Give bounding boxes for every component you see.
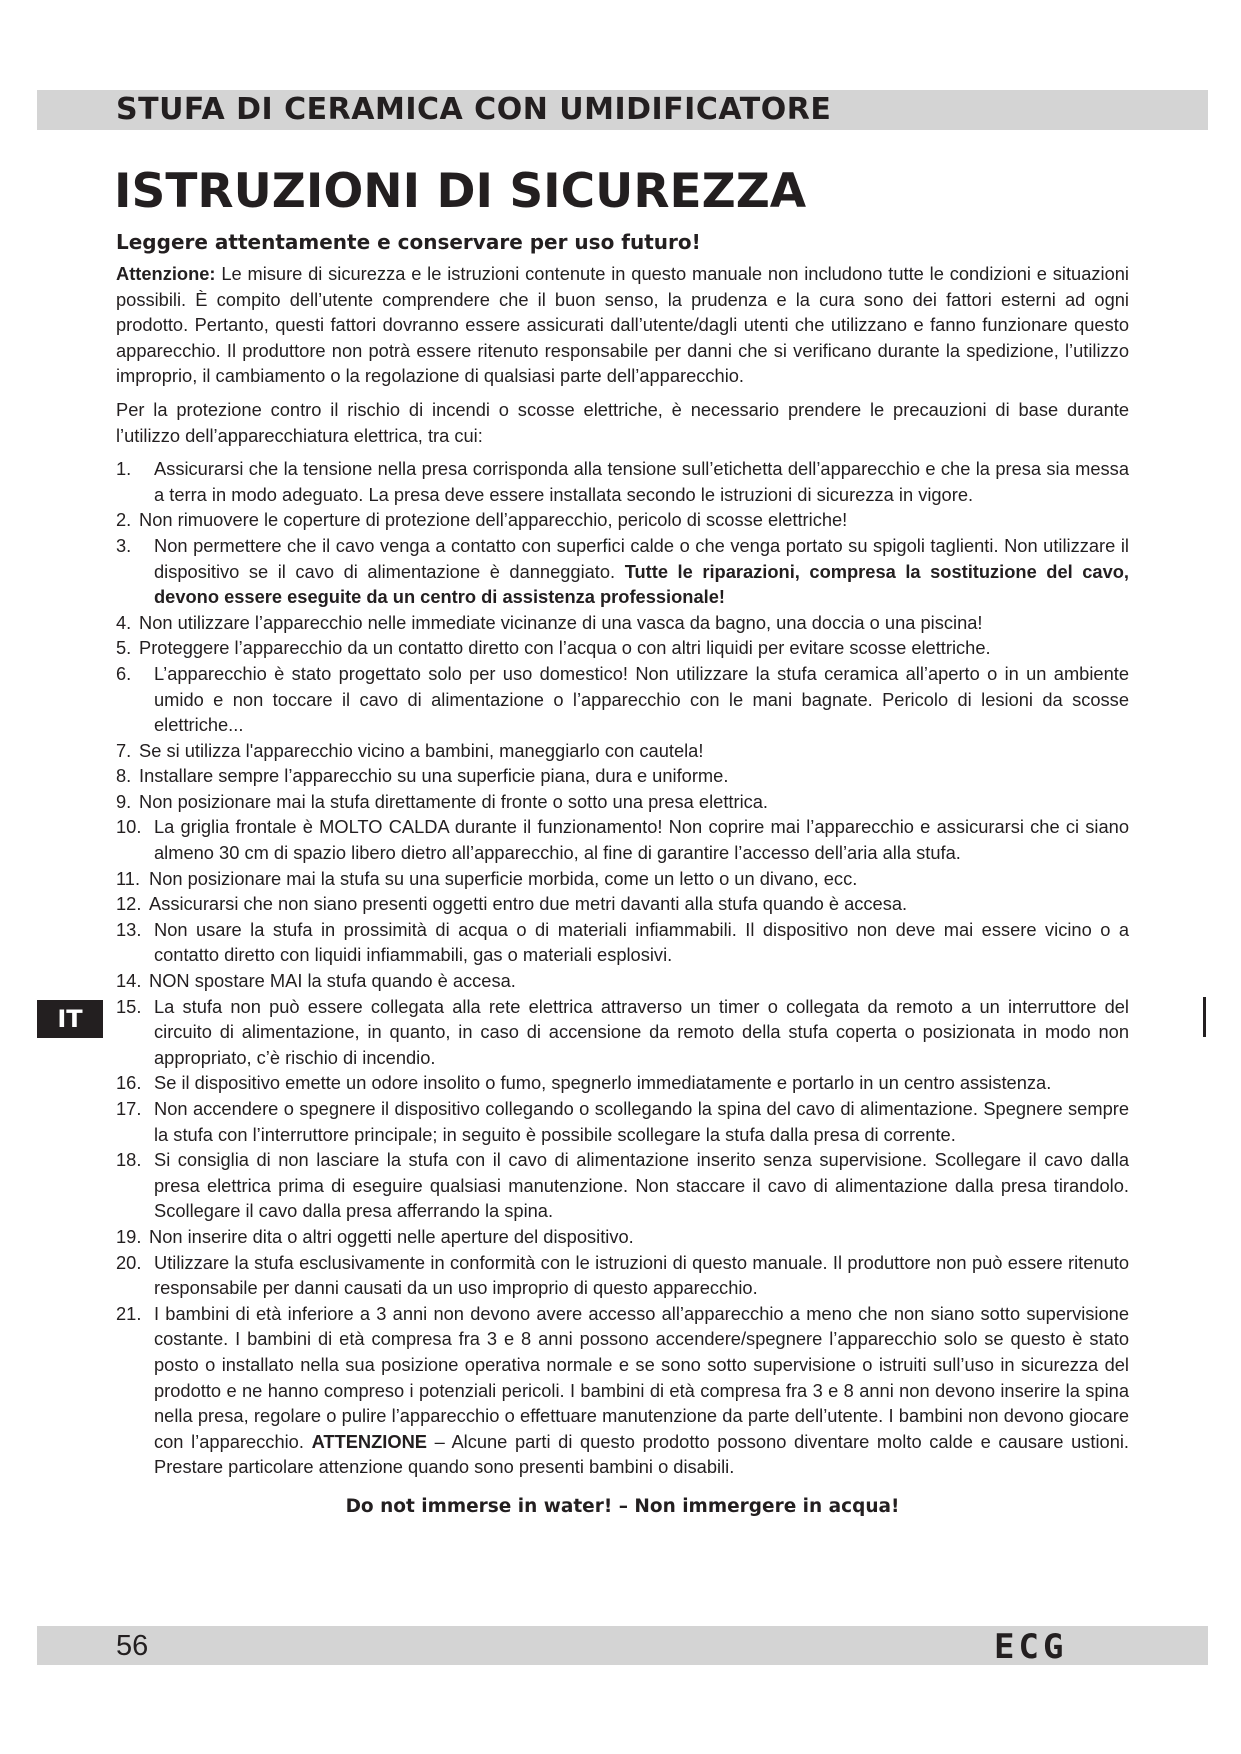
rule-number: 9. xyxy=(116,790,132,812)
rule-number: 20. xyxy=(116,1251,142,1273)
rule-number: 5. xyxy=(116,637,132,659)
rule-item-21 xyxy=(116,1301,1129,1480)
rule-text: Non permettere che il cavo venga a contatto con superfici calde o che venga portato su spigoli taglienti. Non utilizzare il dispositivo se il cavo di alimentazione è danneggiato. xyxy=(154,534,1129,582)
rule-text: Se si utilizza l'apparecchio vicino a bambini, maneggiarlo con cautela! xyxy=(139,739,704,761)
warning-label: Attenzione: xyxy=(116,263,216,284)
side-marker xyxy=(1203,997,1206,1037)
rule-number: 21. xyxy=(116,1302,142,1324)
rule-item-1 xyxy=(116,456,1129,507)
rule-text: Installare sempre l’apparecchio su una superficie piana, dura e uniforme. xyxy=(139,765,729,787)
rule-item-2 xyxy=(116,507,1129,533)
rule-text-after: – Alcune parti di questo prodotto possono diventare molto calde e causare ustioni. Prestare particolare attenzione quando sono presenti bambini o disabili. xyxy=(154,1430,1130,1478)
rule-item-11 xyxy=(116,866,1129,892)
rule-item-19 xyxy=(116,1224,1129,1250)
rule-bold-text: Tutte le riparazioni, compresa la sostituzione del cavo, devono essere eseguite da un centro di assistenza professionale! xyxy=(154,560,1130,608)
rule-number: 17. xyxy=(116,1098,142,1119)
rule-text: Assicurarsi che non siano presenti oggetti entro due metri davanti alla stufa quando è accesa. xyxy=(149,893,908,915)
rule-text: Proteggere l’apparecchio da un contatto diretto con l’acqua o con altri liquidi per evitare scosse elettriche. xyxy=(139,637,991,659)
rule-text: Si consiglia di non lasciare la stufa con il cavo di alimentazione inserito senza supervisione. Scollegare il cavo dalla presa elettrica prima di eseguire qualsiasi manutenzione. Non staccare il cavo di alimentazione dalla presa tirandolo. Scollegare il cavo dalla presa afferrando la spina. xyxy=(154,1149,1129,1222)
rule-number: 12. xyxy=(116,893,142,915)
rule-item-12 xyxy=(116,891,1129,917)
rule-item-3 xyxy=(116,533,1129,610)
rule-number: 11. xyxy=(116,867,141,889)
rule-item-15 xyxy=(116,994,1129,1071)
warning-text: Le misure di sicurezza e le istruzioni contenute in questo manuale non includono tutte le condizioni e situazioni possibili. È compito dell’utente comprendere che il buon senso, la prudenza e la cura sono dei fattori esterni ad ogni prodotto. Pertanto, questi fattori dovranno essere assicurati dall’utente/dagli utenti che utilizzano e fanno funzionare questo apparecchio. Il produttore non potrà essere ritenuto responsabile per danni che si verificano durante la spedizione, l’utilizzo improprio, il cambiamento o la regolazione di qualsiasi parte dell’apparecchio. xyxy=(116,263,1129,387)
rule-text: Non accendere o spegnere il dispositivo collegando o scollegando la spina del cavo di alimentazione. Spegnere sempre la stufa con l’interruttore principale; in seguito è possibile scollegare la stufa dalla presa di corrente. xyxy=(154,1098,1129,1145)
rule-number: 8. xyxy=(116,765,132,787)
rule-number: 3. xyxy=(116,534,132,556)
rule-item-17 xyxy=(116,1096,1129,1147)
rule-item-7 xyxy=(116,738,1129,764)
rule-number: 13. xyxy=(116,918,142,940)
brand-logo: ECG xyxy=(994,1627,1068,1667)
rule-text: Non utilizzare l’apparecchio nelle immediate vicinanze di una vasca da bagno, una doccia o una piscina! xyxy=(139,611,983,633)
rule-text: Non posizionare mai la stufa direttamente di fronte o sotto una presa elettrica. xyxy=(139,790,769,812)
subtitle: Leggere attentamente e conservare per uso futuro! xyxy=(116,230,701,254)
rule-text: La griglia frontale è MOLTO CALDA durante il funzionamento! Non coprire mai l’apparecchio e assicurarsi che ci siano almeno 30 cm di spazio libero dietro all’apparecchio, al fine di garantire l’accesso dell’aria alla stufa. xyxy=(154,816,1129,864)
rule-item-13 xyxy=(116,917,1129,968)
rule-item-6 xyxy=(116,661,1129,738)
rule-number: 4. xyxy=(116,611,132,633)
rule-text: L’apparecchio è stato progettato solo per uso domestico! Non utilizzare la stufa ceramica all’aperto o in un ambiente umido e non toccare il cavo di alimentazione o l’apparecchio con le mani bagnate. Pericolo di lesioni da scosse elettriche... xyxy=(154,662,1129,736)
rule-item-20 xyxy=(116,1250,1129,1301)
rule-number: 10. xyxy=(116,816,142,838)
rule-item-9 xyxy=(116,789,1129,815)
rule-text: Non usare la stufa in prossimità di acqua o di materiali infiammabili. Il dispositivo non deve mai essere vicino o a contatto diretto con liquidi infiammabili, gas o materiali esplosivi. xyxy=(154,918,1129,966)
rule-text: Non inserire dita o altri oggetti nelle aperture del dispositivo. xyxy=(149,1225,634,1247)
rule-text: Non posizionare mai la stufa su una superficie morbida, come un letto o un divano, ecc. xyxy=(149,867,858,889)
rule-item-4 xyxy=(116,610,1129,636)
rule-text: Assicurarsi che la tensione nella presa corrisponda alla tensione sull’etichetta dell’apparecchio e che la presa sia messa a terra in modo adeguato. La presa deve essere installata secondo le istruzioni di sicurezza in vigore. xyxy=(154,458,1129,505)
warning-paragraph xyxy=(116,261,1129,389)
rule-text: I bambini di età inferiore a 3 anni non devono avere accesso all’apparecchio a meno che non siano sotto supervisione costante. I bambini di età compresa fra 3 e 8 anni possono accendere/spegnere l’apparecchio solo se questo è stato posto o installato nella sua posizione operativa normale e se sono sotto supervisione o istruiti sull’uso in sicurezza del prodotto e ne hanno compreso i potenziali pericoli. I bambini di età compresa fra 3 e 8 anni non devono inserire la spina nella presa, regolare o pulire l’apparecchio o effettuare manutenzione da parte dell’utente. I bambini non devono giocare con l’apparecchio. xyxy=(154,1302,1129,1452)
rule-number: 1. xyxy=(116,458,132,480)
intro-paragraph: Per la protezione contro il rischio di incendi o scosse elettriche, è necessario prendere le precauzioni di base durante l’utilizzo dell’apparecchiatura elettrica, tra cui: xyxy=(116,398,1129,446)
rule-item-8 xyxy=(116,763,1129,789)
rule-item-16 xyxy=(116,1070,1129,1096)
rule-number: 16. xyxy=(116,1072,142,1094)
rule-number: 2. xyxy=(116,509,132,531)
page-number: 56 xyxy=(116,1630,149,1662)
footer-note: Do not immerse in water! – Non immergere in acqua! xyxy=(345,1495,900,1517)
rule-item-5 xyxy=(116,635,1129,661)
rule-number: 15. xyxy=(116,995,142,1017)
language-tab: IT xyxy=(37,1000,103,1038)
rule-text: Utilizzare la stufa esclusivamente in conformità con le istruzioni di questo manuale. Il produttore non può essere ritenuto responsabile per danni causati da un uso improprio di questo apparecchio. xyxy=(154,1251,1129,1299)
rule-text: La stufa non può essere collegata alla rete elettrica attraverso un timer o collegata da remoto a un interruttore del circuito di alimentazione, in quanto, in caso di accensione da remoto della stufa coperta o posizionata in modo non appropriato, c’è rischio di incendio. xyxy=(154,995,1129,1068)
rule-text: NON spostare MAI la stufa quando è accesa. xyxy=(149,970,516,992)
rule-text: Non rimuovere le coperture di protezione dell’apparecchio, pericolo di scosse elettriche! xyxy=(139,509,848,531)
rule-item-18 xyxy=(116,1147,1129,1224)
rule-item-14 xyxy=(116,968,1129,994)
rule-number: 19. xyxy=(116,1225,142,1247)
rule-number: 14. xyxy=(116,970,142,992)
rule-item-10 xyxy=(116,814,1129,865)
rule-text: Se il dispositivo emette un odore insolito o fumo, spegnerlo immediatamente e portarlo in un centro assistenza. xyxy=(154,1072,1052,1094)
rule-number: 6. xyxy=(116,662,132,684)
content xyxy=(116,228,1129,1520)
rule-number: 18. xyxy=(116,1149,142,1171)
rule-bold-text: ATTENZIONE xyxy=(311,1430,427,1452)
rule-number: 7. xyxy=(116,739,132,761)
safety-rules-list xyxy=(116,456,1129,1480)
header-title: STUFA DI CERAMICA CON UMIDIFICATORE xyxy=(116,92,832,127)
page-title: ISTRUZIONI DI SICUREZZA xyxy=(114,164,807,219)
